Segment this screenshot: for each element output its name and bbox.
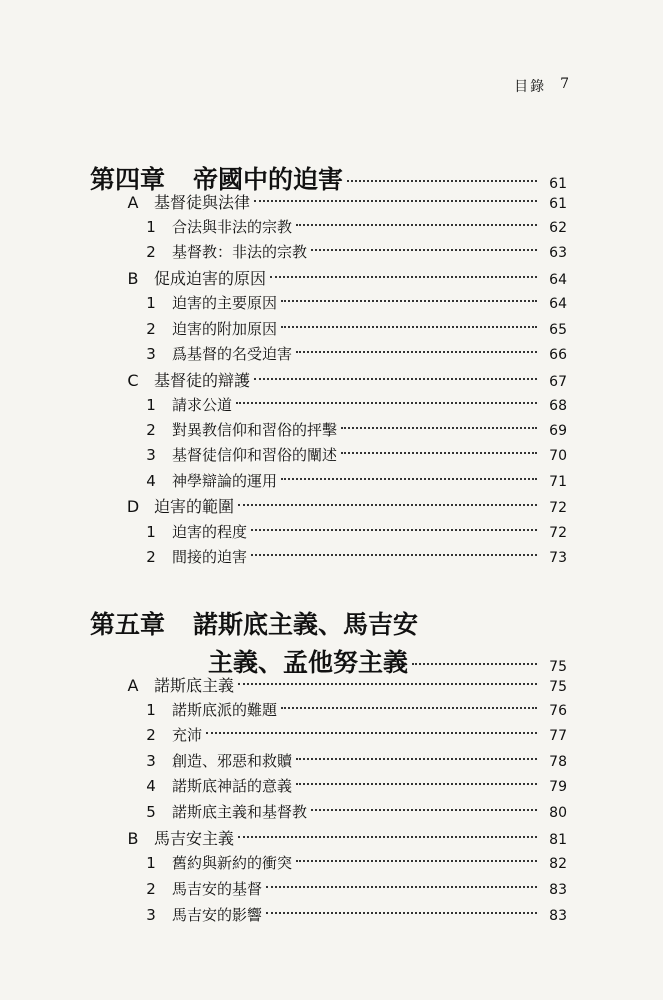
dot-leader [296, 845, 537, 862]
toc-entry-number: B [127, 829, 139, 848]
toc-page-number: 61 [549, 176, 567, 192]
toc-entry-label: 創造、邪惡和救贖 [172, 752, 293, 770]
toc-chapter-entry[interactable] [90, 605, 567, 641]
toc-page-number: 78 [549, 754, 567, 770]
toc-page-number: 79 [549, 779, 567, 795]
toc-entry-label: 基督徒的辯護 [154, 371, 251, 390]
toc-page-number: 83 [549, 908, 567, 924]
toc-subsection-entry[interactable] [142, 291, 567, 313]
dot-leader [236, 387, 537, 404]
toc-entry-label: 馬吉安主義 [154, 829, 235, 848]
toc-page-number: 65 [549, 322, 567, 338]
toc-subsection-entry[interactable] [142, 723, 567, 745]
toc-entry-label: 諾斯底神話的意義 [172, 777, 293, 795]
toc-subsection-entry[interactable] [142, 545, 567, 567]
toc-page-number: 68 [549, 398, 567, 414]
toc-entry-number: 2 [146, 320, 156, 338]
toc-entry-number: A [127, 193, 139, 212]
toc-entry-label: 舊約與新約的衝突 [172, 854, 293, 872]
toc-entry-label: 諾斯底主義 [154, 676, 235, 695]
toc-entry-label: 合法與非法的宗教 [172, 218, 293, 236]
dot-leader [296, 209, 537, 226]
toc-page-number: 72 [549, 500, 567, 516]
toc-entry-number: 1 [146, 523, 156, 541]
toc-entry-label: 對異教信仰和習俗的抨擊 [172, 421, 338, 439]
toc-entry-number: 4 [146, 472, 156, 490]
toc-page-number: 81 [549, 832, 567, 848]
toc-subsection-entry[interactable] [142, 903, 567, 925]
toc-entry-label: 促成迫害的原因 [154, 269, 267, 288]
toc-entry-number: 1 [146, 294, 156, 312]
header-page-number: 7 [560, 76, 571, 92]
toc-entry-number: 3 [146, 345, 156, 363]
header-title: 目錄 [514, 79, 547, 95]
toc-entry-label: 充沛 [172, 726, 203, 744]
toc-page-number: 62 [549, 220, 567, 236]
toc-page-number: 76 [549, 703, 567, 719]
dot-leader [254, 184, 537, 202]
toc-entry-number: 第四章 [90, 165, 166, 194]
toc-entry-number: 2 [146, 421, 156, 439]
toc-entry-number: 4 [146, 777, 156, 795]
toc-page-number: 82 [549, 856, 567, 872]
toc-page-number: 77 [549, 728, 567, 744]
toc-entry-label: 諾斯底派的難題 [172, 701, 278, 719]
toc-entry-label: 迫害的程度 [172, 523, 248, 541]
toc-subsection-entry[interactable] [142, 774, 567, 796]
toc-entry-number: 1 [146, 701, 156, 719]
dot-leader [206, 717, 537, 734]
dot-leader [266, 871, 537, 888]
toc-subsection-entry[interactable] [142, 443, 567, 465]
toc-entry-label: 諾斯底主義和基督教 [172, 803, 308, 821]
toc-entry-label: 馬吉安的基督 [172, 880, 263, 898]
toc-subsection-entry[interactable] [142, 342, 567, 364]
toc-subsection-entry[interactable] [142, 800, 567, 822]
toc-entry-label: 基督徒與法律 [154, 193, 251, 212]
toc-entry-number: A [127, 676, 139, 695]
dot-leader [296, 768, 537, 785]
running-header [514, 76, 571, 96]
toc-page-number: 63 [549, 245, 567, 261]
toc-page-number: 71 [549, 474, 567, 490]
toc-page-number: 70 [549, 448, 567, 464]
toc-entry-number: 1 [146, 396, 156, 414]
toc-page-number: 61 [549, 196, 567, 212]
toc-page-number: 72 [549, 525, 567, 541]
toc-entry-number: C [127, 371, 139, 390]
toc-entry-label: 帝國中的迫害 [193, 165, 344, 194]
dot-leader [347, 155, 537, 182]
toc-entry-number: 2 [146, 243, 156, 261]
toc-entry-label: 請求公道 [172, 396, 233, 414]
toc-page-number: 83 [549, 882, 567, 898]
dot-leader [266, 897, 537, 914]
dot-leader [281, 311, 537, 328]
dot-leader [270, 260, 537, 278]
toc-page-number: 64 [549, 296, 567, 312]
dot-leader [281, 285, 537, 302]
toc-entry-label: 迫害的主要原因 [172, 294, 278, 312]
toc-entry-number: 2 [146, 548, 156, 566]
toc-page-number: 73 [549, 550, 567, 566]
toc-entry-number: 1 [146, 218, 156, 236]
dot-leader [311, 234, 537, 251]
toc-entry-number: D [126, 497, 140, 516]
dot-leader [251, 539, 537, 556]
toc-entry-label: 主義、孟他努主義 [208, 648, 409, 677]
toc-entry-label: 神學辯論的運用 [172, 472, 278, 490]
dot-leader [238, 820, 537, 838]
toc-entry-label: 馬吉安的影響 [172, 906, 263, 924]
toc-entry-number: B [127, 269, 139, 288]
dot-leader [251, 514, 537, 531]
dot-leader [296, 336, 537, 353]
toc-entry-number: 第五章 [90, 610, 166, 639]
dot-leader [412, 638, 537, 665]
toc-entry-label: 基督徒信仰和習俗的闡述 [172, 446, 338, 464]
toc-page-number: 66 [549, 347, 567, 363]
toc-entry-label: 間接的迫害 [172, 548, 248, 566]
toc-page-number: 64 [549, 272, 567, 288]
toc-entry-number: 3 [146, 446, 156, 464]
toc-page-number: 67 [549, 374, 567, 390]
toc-entry-number: 1 [146, 854, 156, 872]
dot-leader [238, 667, 537, 685]
toc-subsection-entry[interactable] [142, 851, 567, 873]
dot-leader [281, 692, 537, 709]
toc-page-number: 75 [549, 679, 567, 695]
toc-entry-number: 2 [146, 726, 156, 744]
dot-leader [238, 488, 537, 506]
toc-entry-label: 爲基督的名受迫害 [172, 345, 293, 363]
toc-entry-number: 2 [146, 880, 156, 898]
dot-leader [341, 437, 537, 454]
toc-subsection-entry[interactable] [142, 240, 567, 262]
dot-leader [341, 412, 537, 429]
toc-page-number: 80 [549, 805, 567, 821]
toc-entry-label: 迫害的附加原因 [172, 320, 278, 338]
toc-page-number: 69 [549, 423, 567, 439]
toc-entry-label: 諾斯底主義、馬吉安 [193, 610, 419, 639]
dot-leader [281, 463, 537, 480]
toc-entry-number: 3 [146, 752, 156, 770]
dot-leader [311, 794, 537, 811]
toc-entry-number: 5 [146, 803, 156, 821]
toc-page-number: 75 [549, 659, 567, 675]
toc-entry-label: 迫害的範圍 [154, 497, 235, 516]
dot-leader [296, 743, 537, 760]
toc-entry-label: 基督教：非法的宗教 [172, 243, 308, 261]
toc-entry-number: 3 [146, 906, 156, 924]
toc-subsection-entry[interactable] [142, 877, 567, 899]
dot-leader [254, 362, 537, 380]
